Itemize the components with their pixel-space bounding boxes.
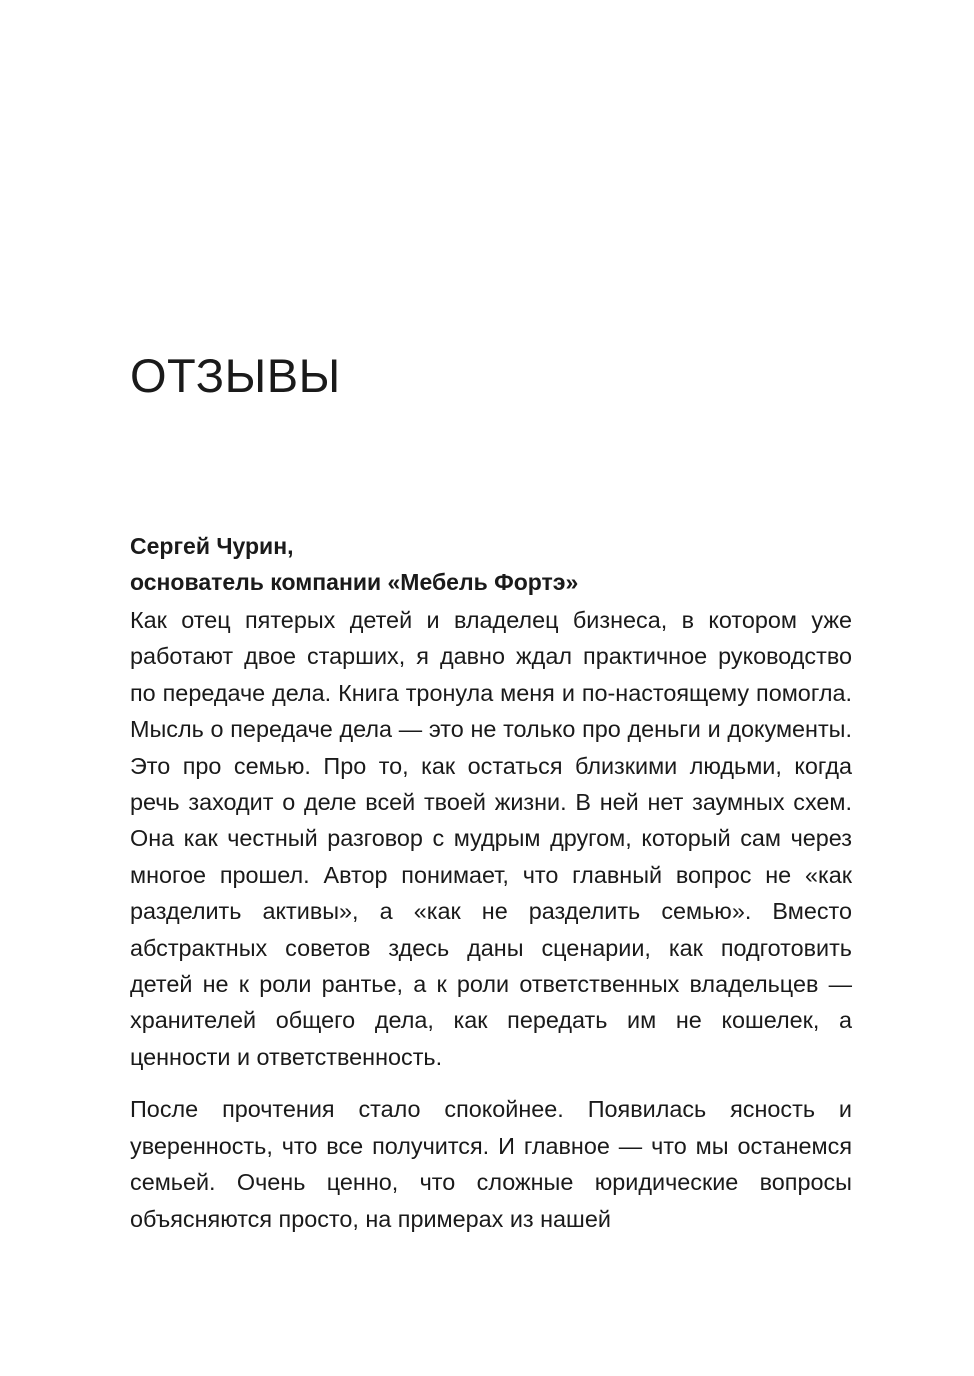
page-title: ОТЗЫВЫ: [130, 349, 341, 402]
review-author-name: Сергей Чурин,: [130, 533, 294, 559]
review-block: [130, 528, 852, 1237]
review-paragraph: Как отец пятерых детей и владелец бизнеса, в котором уже работают двое старших, я давно ждал практичное руководство по передаче дела. Книга тронула меня и по-настоящему помогла. Мысль о передаче дела — это не только про деньги и документы. Это про семью. Про то, как остаться близкими людьми, когда речь заходит о деле всей твоей жизни. В ней нет заумных схем. Она как честный разговор с мудрым другом, который сам через многое прошел. Автор понимает, что главный вопрос не «как разделить активы», а «как не разделить семью». Вместо абстрактных советов здесь даны сценарии, как подготовить детей не к роли рантье, а к роли ответственных владельцев — хранителей общего дела, как передать им не кошелек, а ценности и ответственность.: [130, 607, 852, 1070]
review-author-role: основатель компании «Мебель Фортэ»: [130, 569, 579, 595]
review-paragraph: После прочтения стало спокойнее. Появилась ясность и уверенность, что все получится. И главное — что мы останемся семьей. Очень ценно, что сложные юридические вопросы объясняются просто, на примерах из нашей: [130, 1096, 852, 1232]
